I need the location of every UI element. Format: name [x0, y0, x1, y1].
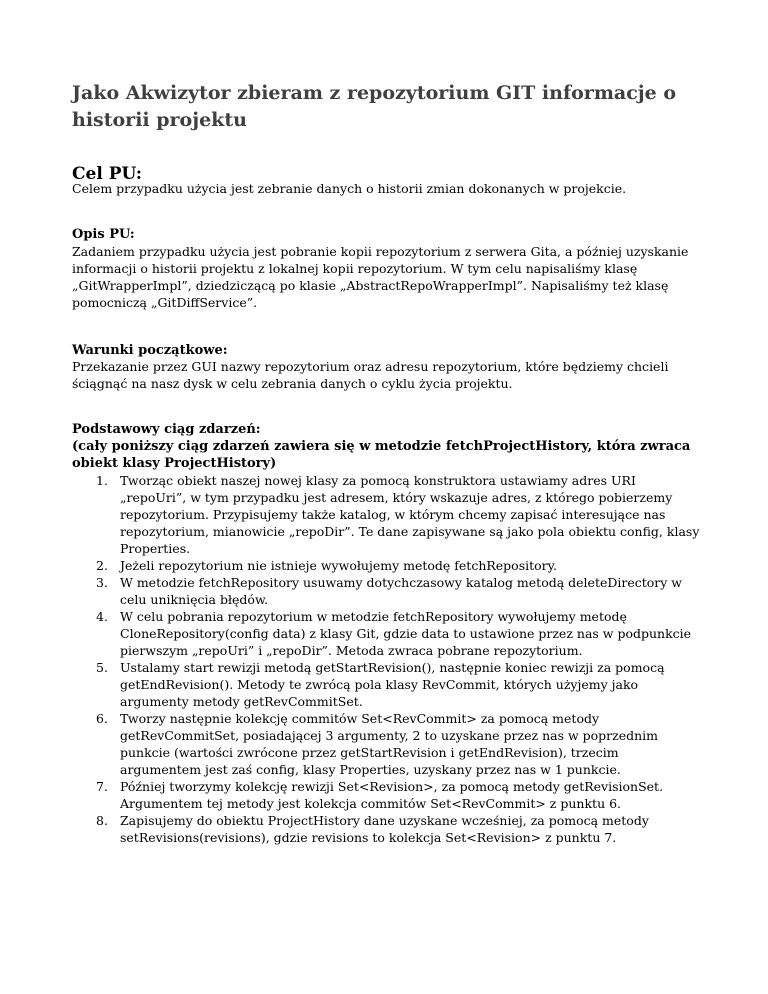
step-text: Później tworzymy kolekcję rewizji Set<Revision>, za pomocą metody getRevisionSet. Argumentem tej metody jest kolekcja commitów Set<RevCommit> z punktu 6.: [120, 779, 664, 811]
list-item: [72, 659, 702, 710]
list-item: [72, 557, 702, 574]
podstawowy-heading: Podstawowy ciąg zdarzeń:: [72, 422, 261, 437]
step-number: 5.: [96, 660, 108, 675]
step-text: W metodzie fetchRepository usuwamy dotychczasowy katalog metodą deleteDirectory w celu uniknięcia błędów.: [120, 575, 683, 607]
step-number: 1.: [96, 473, 108, 488]
list-item: [72, 574, 702, 608]
opis-text: Zadaniem przypadku użycia jest pobranie kopii repozytorium z serwera Gita, a później uzyskanie informacji o historii projektu z lokalnej kopii repozytorium. W tym celu napisaliśmy klasę „GitWrapperImpl”, dziedziczącą po klasie „AbstractRepoWrapperImpl”. Napisaliśmy też klasę pomocniczą „GitDiffService”.: [72, 244, 689, 310]
cel-heading: Cel PU:: [72, 164, 143, 184]
step-number: 8.: [96, 813, 108, 828]
step-number: 3.: [96, 575, 108, 590]
step-text: Tworząc obiekt naszej nowej klasy za pomocą konstruktora ustawiamy adres URI „repoUri”, w tym przypadku jest adresem, który wskazuje adres, z którego pobierzemy repozytorium. Przypisujemy także katalog, w którym chcemy zapisać interesujące nas repozytorium, mianowicie „repoDir”. Te dane zapisywane są jako pola obiektu config, klasy Properties.: [120, 473, 700, 556]
podstawowy-subheading: (cały poniższy ciąg zdarzeń zawiera się w metodzie fetchProjectHistory, która zwraca obiekt klasy ProjectHistory): [72, 439, 691, 471]
step-number: 7.: [96, 779, 108, 794]
document-title: Jako Akwizytor zbieram z repozytorium GIT informacje o historii projektu: [72, 82, 677, 131]
step-text: Jeżeli repozytorium nie istnieje wywołujemy metodę fetchRepository.: [120, 558, 558, 573]
cel-text: Celem przypadku użycia jest zebranie danych o historii zmian dokonanych w projekcie.: [72, 181, 627, 196]
event-steps-list: [72, 472, 702, 846]
list-item: [72, 778, 702, 812]
opis-heading: Opis PU:: [72, 227, 135, 242]
warunki-text: Przekazanie przez GUI nazwy repozytorium oraz adresu repozytorium, które będziemy chcieli ściągnąć na nasz dysk w celu zebrania danych o cyklu życia projektu.: [72, 359, 669, 391]
list-item: [72, 472, 702, 557]
step-text: Zapisujemy do obiektu ProjectHistory dane uzyskane wcześniej, za pomocą metody setRevisions(revisions), gdzie revisions to kolekcja Set<Revision> z punktu 7.: [120, 813, 649, 845]
step-number: 4.: [96, 609, 108, 624]
step-text: Ustalamy start rewizji metodą getStartRevision(), następnie koniec rewizji za pomocą getEndRevision(). Metody te zwrócą pola klasy RevCommit, których użyjemy jako argumenty metody getRevCommitSet.: [120, 660, 665, 709]
step-text: W celu pobrania repozytorium w metodzie fetchRepository wywołujemy metodę CloneRepository(config data) z klasy Git, gdzie data to ustawione przez nas w podpunkcie pierwszym „repoUri” i „repoDir”. Metoda zwraca pobrane repozytorium.: [120, 609, 692, 658]
list-item: [72, 608, 702, 659]
list-item: [72, 710, 702, 778]
step-text: Tworzy następnie kolekcję commitów Set<RevCommit> za pomocą metody getRevCommitSet, posiadającej 3 argumenty, 2 to uzyskane przez nas w poprzednim punkcie (wartości zwrócone przez getStartRevision i getEndRevision), trzecim argumentem jest zaś config, klasy Properties, uzyskany przez nas w 1 punkcie.: [120, 711, 659, 777]
step-number: 6.: [96, 711, 108, 726]
warunki-heading: Warunki początkowe:: [72, 343, 228, 358]
list-item: [72, 812, 702, 846]
step-number: 2.: [96, 558, 108, 573]
